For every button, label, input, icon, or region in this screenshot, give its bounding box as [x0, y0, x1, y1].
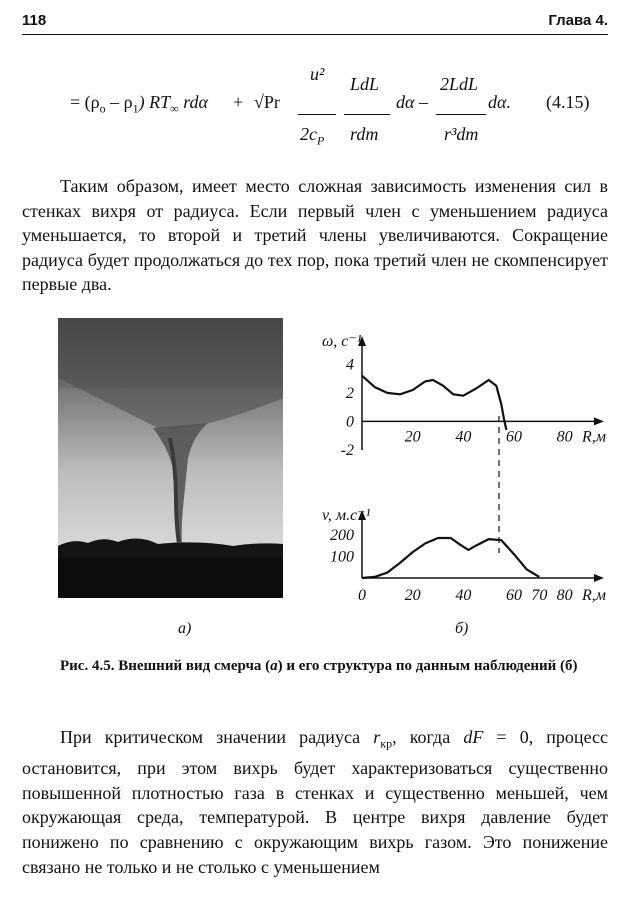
x-tick-label-0-3: 80	[556, 428, 573, 446]
x-tick-label-1-0: 0	[358, 587, 366, 604]
running-head	[22, 12, 608, 34]
y-tick-label-0-1: 2	[346, 384, 354, 402]
eq-sqrt-pr: √Pr	[254, 92, 280, 112]
eq-frac2-bar	[344, 114, 390, 115]
figure-label-a: а)	[178, 620, 192, 637]
y-axis-label-0: ω, с⁻¹	[322, 333, 362, 350]
figure-label-b: б)	[455, 620, 469, 637]
y-tick-label-1-0: 200	[330, 526, 354, 544]
tornado-photo-icon	[58, 318, 283, 598]
data-line-1	[362, 538, 539, 578]
x-tick-label-0-1: 40	[455, 428, 472, 446]
eq-frac2-num: LdL	[350, 74, 380, 94]
x-tick-label-1-1: 20	[404, 587, 421, 604]
eq-frac3-num: 2LdL	[440, 74, 479, 94]
eq-frac1-den: $2c_P$	[300, 124, 325, 148]
paragraph-1: Таким образом, имеет место сложная зависимость изменения сил в стенках вихря от радиуса. Если первый член с уменьшением радиуса уменьшается, то второй и третий члены увеличиваются. Сокращение радиуса будет продолжаться до тех пор, пока третий член не скомпенсирует первые два.	[22, 176, 608, 295]
chapter-title: Глава 4.	[548, 12, 608, 29]
header-rule	[22, 34, 608, 35]
equation-number: (4.15)	[546, 92, 590, 112]
velocity-chart	[322, 507, 606, 604]
x-axis-label-0: R,м	[582, 428, 606, 446]
structure-charts	[300, 310, 620, 610]
x-tick-label-1-4: 70	[531, 587, 548, 604]
eq-lhs: = $(\rho_о - \rho_1)$ $RT_\infty$ rdα	[70, 92, 208, 116]
x-tick-label-1-3: 60	[506, 587, 522, 604]
x-axis-arrow-0	[594, 417, 604, 425]
eq-frac3-den: r³dm	[444, 124, 479, 144]
y-tick-label-0-2: 0	[346, 413, 354, 431]
eq-frac1-num: u²	[310, 64, 325, 84]
y-tick-label-0-3: -2	[340, 442, 354, 459]
x-tick-label-1-2: 40	[455, 587, 472, 604]
omega-chart	[322, 333, 606, 459]
figure-caption: Рис. 4.5. Внешний вид смерча (а) и его структура по данным наблюдений (б)	[60, 658, 578, 674]
tornado-photo	[58, 318, 283, 598]
page-number: 118	[22, 12, 47, 29]
eq-frac3-bar	[436, 114, 486, 115]
x-axis-arrow-1	[594, 574, 604, 582]
eq-frac1-bar	[298, 114, 336, 115]
x-tick-label-0-2: 60	[506, 428, 522, 446]
x-tick-label-0-0: 20	[404, 428, 421, 446]
eq-plus: +	[233, 92, 244, 112]
x-axis-label-1: R,м	[582, 587, 606, 604]
eq-dalpha-1: dα –	[396, 92, 428, 112]
equation-4-15	[0, 62, 630, 162]
y-tick-label-0-0: 4	[346, 356, 354, 374]
x-tick-label-1-5: 80	[556, 587, 573, 604]
y-tick-label-1-1: 100	[330, 548, 354, 566]
paragraph-2: При критическом значении радиуса $r_{кр}$, когда dF = 0, процесс остановится, при этом вихрь будет характеризоваться существенно повышенной плотностью газа в стенках и существенно меньшей, чем окружающая среда, температурой. В центре вихря давление будет понижено по сравнению с окружающим вихрь газом. Это понижение связано не только и не столько с уменьшением	[22, 727, 608, 877]
eq-frac2-den: rdm	[350, 124, 379, 144]
eq-dalpha-2: dα.	[488, 92, 511, 112]
y-axis-label-1: v, м.с⁻¹	[322, 507, 371, 524]
